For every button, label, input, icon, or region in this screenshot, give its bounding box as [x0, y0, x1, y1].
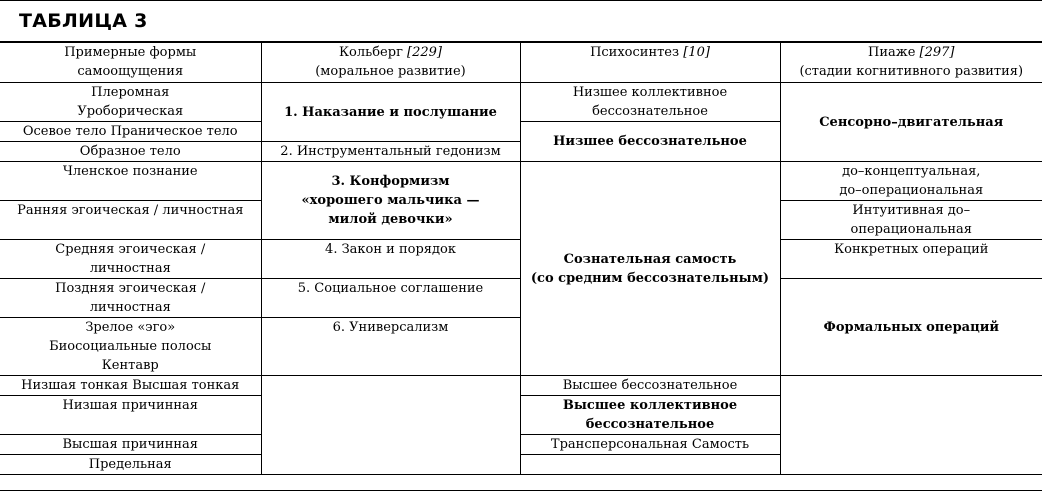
sensation-cell: Низшая тонкая Высшая тонкая	[0, 376, 261, 396]
kohlberg-cell: 5. Социальное соглашение	[261, 279, 520, 318]
sensation-cell: Низшая причинная	[0, 396, 261, 435]
comparison-table	[0, 42, 1042, 475]
header-col2: Кольберг [229] (моральное развитие)	[261, 43, 520, 83]
sensation-cell: Плеромная Уроборическая	[0, 83, 261, 122]
table-title: ТАБЛИЦА 3	[19, 10, 148, 32]
sensation-cell: Предельная	[0, 455, 261, 475]
sensation-cell: Высшая причинная	[0, 435, 261, 455]
piaget-cell: до–концептуальная, до–операциональная	[780, 162, 1042, 201]
sensation-cell: Средняя эгоическая / личностная	[0, 240, 261, 279]
header-col1: Примерные формы самоощущения	[0, 43, 261, 83]
psychosynthesis-cell: Низшее бессознательное	[520, 122, 780, 162]
sensation-cell: Членское познание	[0, 162, 261, 201]
piaget-cell: Сенсорно–двигательная	[780, 83, 1042, 162]
sensation-cell: Образное тело	[0, 142, 261, 162]
kohlberg-cell: 2. Инструментальный гедонизм	[261, 142, 520, 162]
kohlberg-cell: 4. Закон и порядок	[261, 240, 520, 279]
kohlberg-cell: 6. Универсализм	[261, 318, 520, 376]
sensation-cell: Поздняя эгоическая / личностная	[0, 279, 261, 318]
sensation-cell: Зрелое «эго» Биосоциальные полосы Кентавр	[0, 318, 261, 376]
header-col3: Психосинтез [10]	[520, 43, 780, 83]
psychosynthesis-cell: Высшее бессознательное	[520, 376, 780, 396]
psychosynthesis-cell: Сознательная самость (со средним бессознательным)	[520, 162, 780, 376]
psychosynthesis-cell: Трансперсональная Самость	[520, 435, 780, 455]
psychosynthesis-cell: Низшее коллективное бессознательное	[520, 83, 780, 122]
table-title-bar	[0, 0, 1042, 42]
piaget-cell: Интуитивная до– операциональная	[780, 201, 1042, 240]
header-row	[0, 43, 1042, 83]
sensation-cell: Ранняя эгоическая / личностная	[0, 201, 261, 240]
header-col4: Пиаже [297] (стадии когнитивного развития)	[780, 43, 1042, 83]
piaget-empty-cell	[780, 376, 1042, 475]
psychosynthesis-cell: Высшее коллективное бессознательное	[520, 396, 780, 435]
piaget-cell: Формальных операций	[780, 279, 1042, 376]
kohlberg-empty-cell	[261, 376, 520, 475]
psychosynthesis-empty-cell	[520, 455, 780, 475]
piaget-cell: Конкретных операций	[780, 240, 1042, 279]
kohlberg-cell: 3. Конформизм «хорошего мальчика — милой девочки»	[261, 162, 520, 240]
kohlberg-cell: 1. Наказание и послушание	[261, 83, 520, 142]
bottom-rule	[0, 490, 1042, 491]
sensation-cell: Осевое тело Праническое тело	[0, 122, 261, 142]
